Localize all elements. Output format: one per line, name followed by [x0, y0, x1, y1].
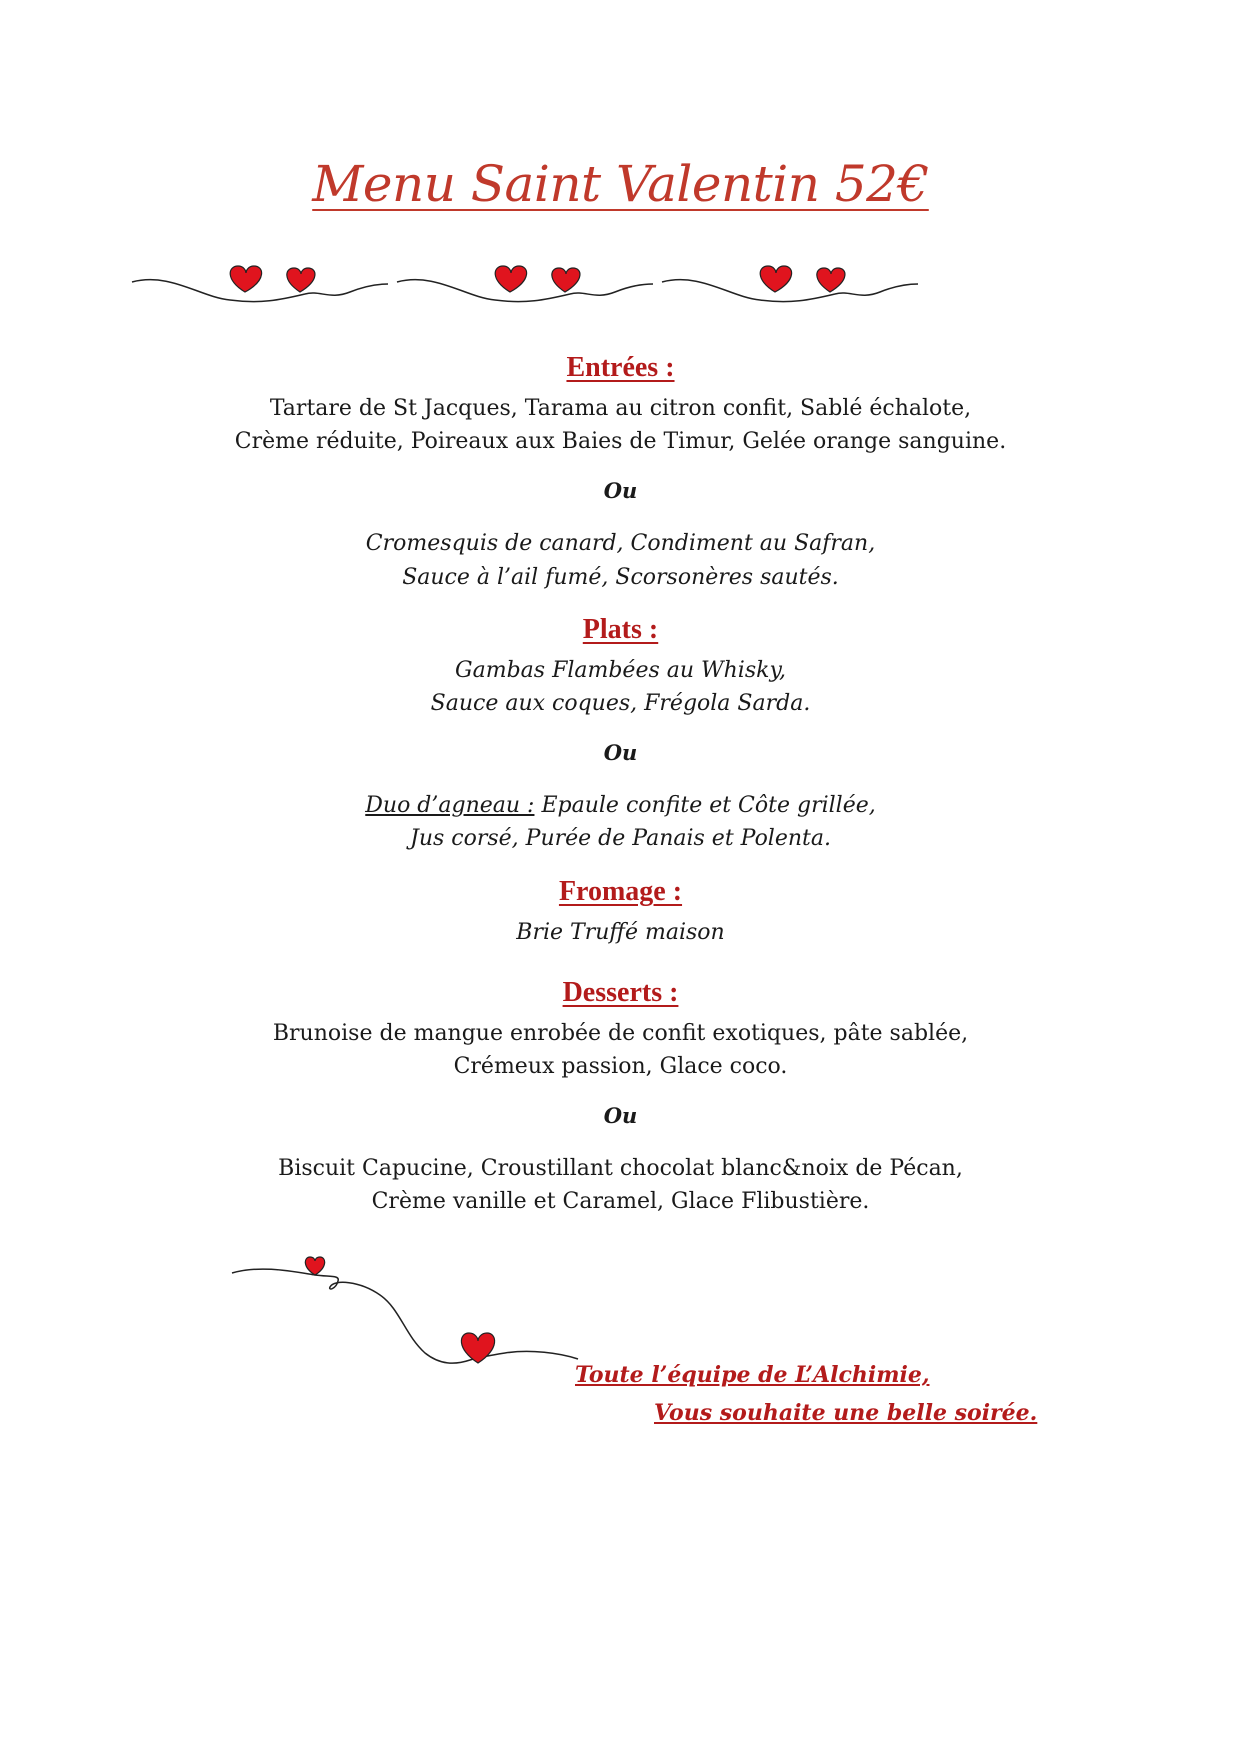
heart-icon	[287, 268, 315, 292]
heart-icon	[495, 266, 526, 292]
heart-icon	[461, 1333, 494, 1363]
plat-option2-line1	[0, 787, 1241, 824]
entree-option1-line1: Tartare de St Jacques, Tarama au citron confit, Sablé échalote,	[269, 396, 972, 421]
signature-line2: Vous souhaite une belle soirée.	[654, 1400, 1038, 1426]
section-heading-entrees: Entrées :	[566, 352, 675, 383]
dessert-option2-line2: Crème vanille et Caramel, Glace Flibustière.	[371, 1189, 870, 1214]
page-title: Menu Saint Valentin 52€	[312, 155, 929, 213]
plat-option1-line1: Gambas Flambées au Whisky,	[455, 658, 786, 683]
dessert-option2-line1: Biscuit Capucine, Croustillant chocolat blanc&noix de Pécan,	[278, 1156, 963, 1181]
heart-divider-left	[130, 262, 390, 322]
entree-option2-line1: Cromesquis de canard, Condiment au Safran,	[365, 531, 876, 556]
dessert-option1-line1: Brunoise de mangue enrobée de confit exotiques, pâte sablée,	[272, 1021, 969, 1046]
heart-divider-center	[395, 262, 655, 322]
heart-divider-right	[660, 262, 920, 322]
heart-icon	[817, 268, 845, 292]
plat-separator: Ou	[603, 740, 638, 765]
plat-option2-label: Duo d’agneau :	[365, 793, 535, 818]
signature-line1: Toute l’équipe de L’Alchimie,	[575, 1362, 930, 1388]
entree-option1-line2: Crème réduite, Poireaux aux Baies de Timur, Gelée orange sanguine.	[234, 429, 1007, 454]
section-heading-plats: Plats :	[582, 614, 659, 645]
section-heading-fromage: Fromage :	[558, 876, 683, 907]
plat-option2-description: Epaule confite et Côte grillée,	[534, 793, 876, 818]
fromage-item: Brie Truffé maison	[516, 920, 725, 945]
section-heading-desserts: Desserts :	[562, 977, 679, 1008]
dessert-separator: Ou	[603, 1103, 638, 1128]
heart-icon	[230, 266, 261, 292]
entree-separator: Ou	[603, 478, 638, 503]
plat-option1-line2: Sauce aux coques, Frégola Sarda.	[430, 691, 811, 716]
dessert-option1-line2: Crémeux passion, Glace coco.	[453, 1054, 788, 1079]
entree-option2-line2: Sauce à l’ail fumé, Scorsonères sautés.	[402, 565, 839, 590]
heart-icon	[552, 268, 580, 292]
heart-icon	[760, 266, 791, 292]
heart-icon	[305, 1257, 324, 1275]
plat-option2-line2: Jus corsé, Purée de Panais et Polenta.	[410, 826, 831, 851]
heart-swirl-decoration	[230, 1245, 580, 1375]
